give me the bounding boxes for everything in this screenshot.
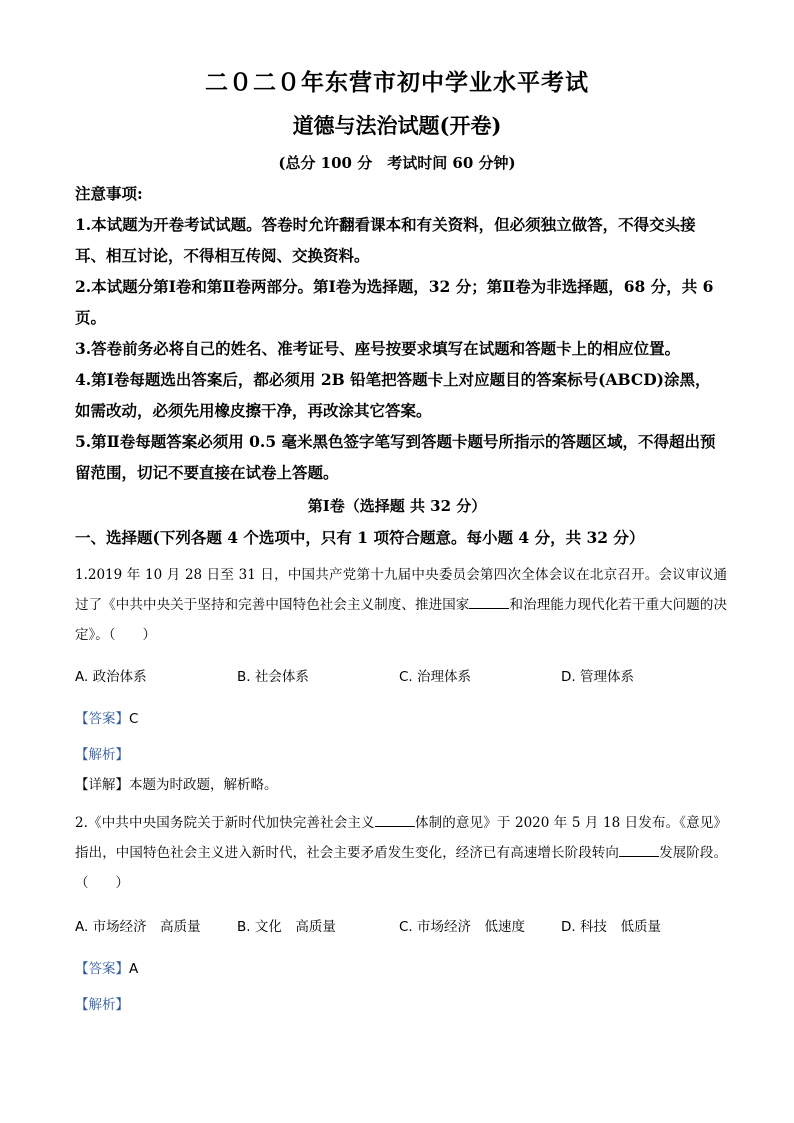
- question-1-option-a: A. 政治体系: [75, 669, 147, 685]
- question-1-detail: [75, 773, 278, 793]
- question-2-text-c: 发展阶段。（ ）: [75, 845, 728, 891]
- question-2-blank-2: [619, 842, 659, 857]
- analysis-tag: 【解析】: [75, 747, 129, 763]
- notes-block: [75, 178, 725, 488]
- question-2-text-a: 2.《中共中央国务院关于新时代加快完善社会主义: [75, 815, 375, 831]
- question-2-stem: [75, 808, 727, 898]
- answer-tag: 【答案】: [75, 961, 129, 977]
- question-1-option-b: B. 社会体系: [237, 669, 309, 685]
- section-heading: 第Ⅰ卷（选择题 共 32 分）: [307, 497, 487, 515]
- question-2-analysis: [75, 993, 129, 1013]
- notes-item-3: 3.答卷前务必将自己的姓名、准考证号、座号按要求填写在试题和答题卡上的相应位置。: [75, 339, 681, 358]
- question-1-text-a: 1.2019 年 10 月 28 日至 31 日，中国共产党第十九届中央委员会第四次全体会议在北京召开。会议审议通过了《中共中央关于坚持和完善中国特色社会主义制度、推进国家: [75, 567, 727, 613]
- detail-text: 本题为时政题，解析略。: [129, 777, 278, 793]
- notes-item-4: 4.第Ⅰ卷每题选出答案后，都必须用 2B 铅笔把答题卡上对应题目的答案标号(ABCD)涂黑，如需改动，必须先用橡皮擦干净，再改涂其它答案。: [75, 370, 711, 420]
- notes-item-5: 5.第Ⅱ卷每题答案必须用 0.5 毫米黑色签字笔写到答题卡题号所指示的答题区域，不得超出预留范围，切记不要直接在试卷上答题。: [75, 432, 716, 482]
- question-1-analysis: [75, 743, 129, 763]
- answer-tag: 【答案】: [75, 711, 129, 727]
- question-1-option-c: C. 治理体系: [399, 669, 472, 685]
- question-1-option-d: D. 管理体系: [561, 669, 634, 685]
- question-1-blank: [469, 594, 509, 609]
- question-2-text-b: 体制的意见》于 2020 年 5 月 18 日发布。《意见》指出，中国特色社会主义进入新时代，社会主要矛盾发生变化，经济已有高速增长阶段转向: [75, 815, 727, 861]
- section-description: 一、选择题(下列各题 4 个选项中，只有 1 项符合题意。每小题 4 分，共 32 分）: [75, 528, 645, 547]
- exam-title: 二０二０年东营市初中学业水平考试: [205, 69, 589, 96]
- question-1-stem: [75, 560, 727, 650]
- question-2-option-a: A. 市场经济 高质量: [75, 919, 201, 935]
- answer-value: C: [129, 711, 139, 727]
- question-1-answer: [75, 707, 138, 727]
- question-2-option-c: C. 市场经济 低速度: [399, 919, 526, 935]
- question-2-option-d: D. 科技 低质量: [561, 919, 661, 935]
- question-2-answer: [75, 957, 138, 977]
- notes-heading: 注意事项:: [75, 184, 143, 203]
- notes-item-2: 2.本试题分第Ⅰ卷和第Ⅱ卷两部分。第Ⅰ卷为选择题，32 分；第Ⅱ卷为非选择题，68 分，共 6 页。: [75, 277, 714, 327]
- answer-value: A: [129, 961, 139, 977]
- detail-tag: 【详解】: [75, 777, 129, 793]
- analysis-tag: 【解析】: [75, 997, 129, 1013]
- question-1-text-b: 和治理能力现代化若干重大问题的决定》。（ ）: [75, 597, 728, 643]
- notes-item-1: 1.本试题为开卷考试试题。答卷时允许翻看课本和有关资料，但必须独立做答，不得交头接耳、相互讨论，不得相互传阅、交换资料。: [75, 215, 696, 265]
- question-2-option-b: B. 文化 高质量: [237, 919, 336, 935]
- exam-info: (总分 100 分 考试时间 60 分钟): [278, 154, 516, 172]
- question-2-blank-1: [375, 812, 415, 827]
- exam-subtitle: 道德与法治试题(开卷): [292, 113, 502, 138]
